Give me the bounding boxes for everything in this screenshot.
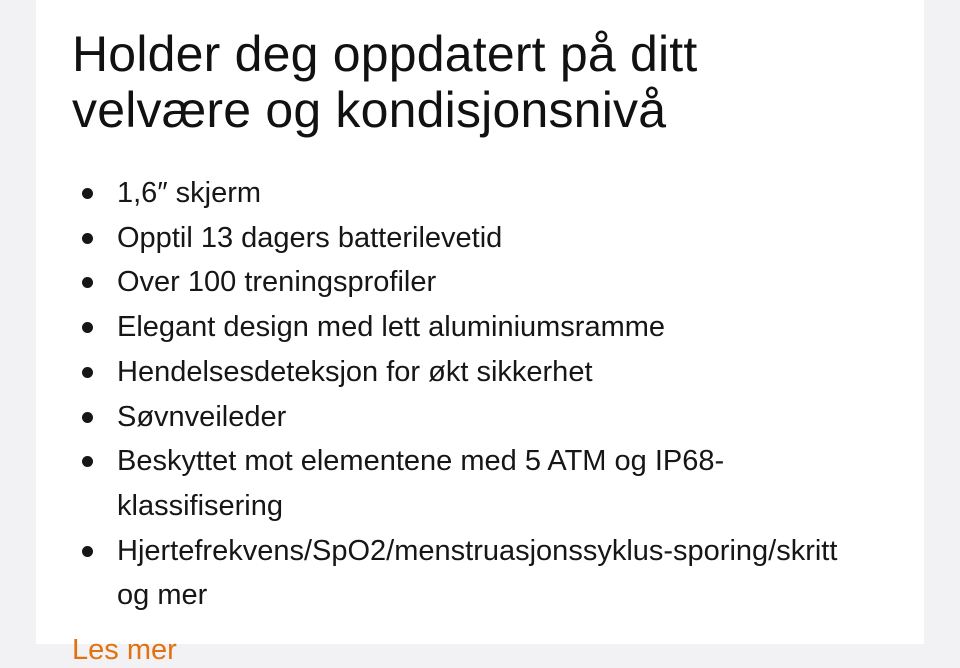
feature-item-design [72,305,872,350]
feature-label: Hjertefrekvens/SpO2/menstruasjonssyklus-sporing/skritt og mer [117,534,838,612]
bullet-icon [82,322,93,333]
feature-label: Elegant design med lett aluminiumsramme [117,311,666,344]
feature-label: Beskyttet mot elementene med 5 ATM og IP68-klassifisering [117,445,725,522]
bullet-icon [82,412,93,423]
feature-label: Søvnveileder [117,400,287,433]
feature-item-screen [72,171,872,216]
feature-list [72,171,872,618]
feature-label: Opptil 13 dagers batterilevetid [117,221,503,254]
read-more-link[interactable]: Les mer [72,634,177,666]
bullet-icon [82,456,93,467]
bullet-icon [82,546,93,557]
product-description-card [36,0,924,666]
bullet-icon [82,233,93,244]
bullet-icon [82,277,93,288]
feature-item-water-resistance [72,439,872,528]
bullet-icon [82,367,93,378]
feature-label: Over 100 treningsprofiler [117,266,437,299]
feature-label: 1,6″ skjerm [117,177,262,209]
feature-item-incident-detection [72,350,872,395]
feature-label: Hendelsesdeteksjon for økt sikkerhet [117,355,593,388]
product-headline: Holder deg oppdatert på ditt velvære og kondisjonsnivå [72,26,698,138]
feature-item-sleep-coach [72,395,872,440]
feature-item-health-tracking [72,529,872,618]
feature-item-training-profiles [72,260,872,305]
bullet-icon [82,188,93,199]
feature-item-battery [72,216,872,261]
